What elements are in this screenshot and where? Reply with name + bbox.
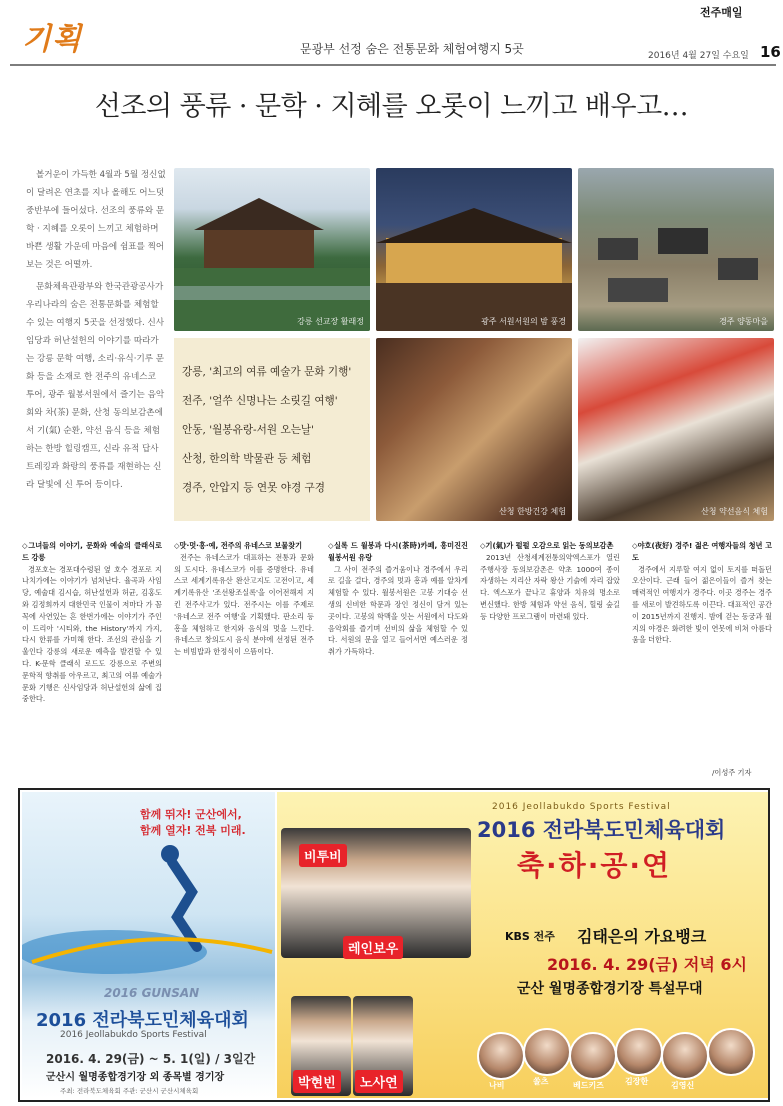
- column-subhead: ◇실록 드 월봉과 다시(茶時)카페, 흥미진진 월봉서원 유랑: [328, 541, 468, 562]
- photo-caption: 산청 한방건강 체험: [499, 507, 566, 516]
- performer-name: 나비: [489, 1081, 505, 1090]
- column-subhead: ◇그녀들의 이야기, 문화와 예술의 클래식로드 강릉: [22, 541, 162, 562]
- article-column: [632, 540, 772, 648]
- ad-event-date: 2016. 4. 29(금) ~ 5. 1(일) / 3일간: [46, 1052, 256, 1066]
- list-item: 경주, 안압지 등 연못 야경 구경: [182, 482, 326, 494]
- intro-paragraph: 문화체육관광부와 한국관광공사가 우리나라의 숨은 전통문화를 체험할 수 있는 여행지 5곳을 선정했다. 신사임당과 허난설헌의 이야기를 따라가는 강릉 문학 여행, 소리·유식·기루 문화 등을 소재로 한 전주의 유네스코 투어, 광주 월봉서원에서 즐기는 음악회와 차(茶) 문화, 산청 동의보감촌에서 기(氣) 순환, 약선 음식 등을 체험하는 한방 힐링캠프, 신라 유적 답사 트레킹과 화랑의 풍류를 재현하는 신라 달빛에 신 투어 등이다.: [26, 282, 165, 490]
- performer-name: 김영신: [671, 1081, 695, 1090]
- photo-caption: 산청 약선음식 체험: [701, 507, 768, 516]
- ad-show-name: 김태은의 가요뱅크: [577, 927, 707, 946]
- column-subhead: ◇야호(夜好) 경주! 젊은 여행자들의 청년 고도: [632, 541, 772, 562]
- ad-festival-en: 2016 Jeollabukdo Sports Festival: [492, 802, 671, 812]
- performer-name: 베드키즈: [573, 1081, 604, 1090]
- performer-tag: 박현빈: [293, 1070, 341, 1093]
- photo-gangneung: [174, 168, 370, 331]
- ad-broadcaster: KBS 전주: [505, 930, 555, 943]
- destination-list: [174, 338, 370, 521]
- performer-tag: 비투비: [299, 844, 347, 867]
- photo-caption: 광주 서원서원의 밤 풍경: [481, 317, 566, 326]
- list-item: 전주, '얼쑤 신명나는 소릿길 여행': [182, 395, 338, 407]
- list-item: 강릉, '최고의 여류 예술가 문화 기행': [182, 366, 352, 378]
- list-item: 안동, '월봉유랑-서원 오는날': [182, 424, 315, 436]
- ad-event-venue: 군산시 월명종합경기장 외 종목별 경기장: [46, 1072, 225, 1083]
- performer-name: 쏠츠: [533, 1077, 549, 1086]
- performer-photo: [615, 1028, 663, 1076]
- column-text: 경포호는 경포대수렁된 옆 호수 경포로 지나치가에는 이야기가 넘쳐난다. 율곡과 사임당, 예술대 김시습, 허난설헌과 허균, 김홍도와 김정희까지 대한민국 인물이 저마다 가 꼼꼭에 사연있는 흔 한번가에는 이야기가 주인이 드리아 '시티와, the History'까지 가지, 다시 한류를 가미해 한다. 조선의 관심을 기울인다 강릉의 새로운 예측을 발견할 수 있다. K-문학 클래식 로드도 강릉으로 주변의 문학적 향취를 아우르고, 최고의 여류 예술가 문화 기행은 신사임당과 허난설헌의 삶에 집중한다.: [22, 564, 162, 704]
- photo-gwangju: [376, 168, 572, 331]
- performer-tag: 레인보우: [343, 936, 403, 959]
- ad-slogan: 함께 뛰자! 군산에서,: [140, 808, 242, 821]
- section-logo: 기획: [22, 22, 82, 57]
- performer-photo: [707, 1028, 755, 1076]
- article-column: [328, 540, 468, 660]
- column-subhead: ◇기(氣)가 펄펄 오감으로 읽는 동의보감촌: [480, 541, 614, 550]
- photo-caption: 경주 양동마을: [719, 317, 768, 326]
- headline: 선조의 풍류 · 문학 · 지혜를 오롯이 느끼고 배우고…: [94, 91, 689, 122]
- pavilion-illustration: [174, 168, 370, 331]
- ad-host: 주최: 전라북도체육회 주관: 군산시 군산시체육회: [60, 1087, 199, 1095]
- performer-photo: [569, 1032, 617, 1080]
- intro-text: [26, 166, 166, 498]
- ad-left-panel: [22, 792, 275, 1098]
- column-subhead: ◇맛·멋·흥·예, 전주의 유네스코 보물찾기: [174, 541, 303, 550]
- ad-concert-title: 축·하·공·연: [517, 849, 672, 882]
- seowon-night-illustration: [376, 168, 572, 331]
- column-text: 전주는 유네스코가 대표하는 전통과 문화의 도시다. 유네스코가 이를 증명한다. 유네스코 세계기록유산 완산고지도 고전이고, 세계기록유산 '조선왕조실록'을 이어전해져 지킨 전주사고가 있다. 전주시는 이를 주제로 '유네스코 전주 여행'을 기획했다. 판소리 등 흥을 체험하고 한지와 음식의 멋을 느낀다. 유네스코 창의도시 음식 분야에 선정된 전주는 비빔밥과 한정식이 으뜸이다.: [174, 552, 314, 657]
- ad-event-title: 2016 전라북도민체육대회: [36, 1010, 249, 1031]
- runner-graphic: [22, 842, 275, 992]
- performer-photo: [477, 1032, 525, 1080]
- column-text: 그 사이 전주의 즐거움이나 경주에서 우리로 길을 걸다, 경주의 멋과 흥과 예를 알차게 체험할 수 있다. 월봉서원은 고봉 기대승 선생의 신비한 학문과 장인 정신이 담겨 있는 곳이다. 고봉의 학맥을 잇는 서원에서 다도와 음악회를 즐기며 선비의 삶을 체험할 수 있다. 서원의 문을 열고 들어서면 예스러운 정취가 가득하다.: [328, 564, 468, 657]
- section-title: 문광부 선정 숨은 전통문화 체험여행지 5곳: [300, 42, 524, 56]
- photo-sancheong-2: [578, 338, 774, 521]
- performer-photo: [523, 1028, 571, 1076]
- ad-event-subtitle: 2016 Jeollabukdo Sports Festival: [60, 1030, 207, 1040]
- column-text: 2013년 산청세계전통의약엑스포가 열린 주행사장 동의보감촌은 약초 1000여 종이 자생하는 지리산 자락 왕산 기슭에 자리 잡았다. 엑스포가 끝나고 휴양과 치유의 명소로 변신했다. 한방 체험과 약선 음식, 힐링 숲길 등 다양한 프로그램이 마련돼 있다.: [480, 552, 620, 621]
- photo-caption: 강릉 선교장 활래정: [297, 317, 364, 326]
- village-illustration: [578, 168, 774, 331]
- article-column: [174, 540, 314, 660]
- page-number: 16: [760, 43, 781, 61]
- ad-right-panel: [277, 792, 768, 1098]
- photo-sancheong-1: [376, 338, 572, 521]
- header-divider: [10, 64, 776, 66]
- intro-paragraph: 볼거운이 가득한 4월과 5월 정신없이 달려온 연초를 지나 올해도 어느덧 중반부에 들어섰다. 선조의 풍류와 문학 · 지혜를 오롯이 느끼고 체험하며 바쁜 생활 가운데 마음에 쉼표를 찍어 보는 것은 어떨까.: [26, 170, 166, 270]
- advertisement: [18, 788, 770, 1102]
- ad-city: 2016 GUNSAN: [104, 986, 200, 1000]
- column-text: 경주에서 지루할 여지 없이 토지를 떠돌던 오산이다. 근래 들어 젊은이들이 즐겨 찾는 매력적인 여행지가 경주다. 이곳 경주는 경주를 새로이 발견하도록 이끈다. 대표적인 공간이 2015년까지 진행지. 밤에 걷는 동궁과 월지의 야경은 화려한 빛이 연못에 비쳐 아름다움을 더한다.: [632, 564, 772, 645]
- newspaper-name: 전주매일: [700, 6, 743, 19]
- article-column: [480, 540, 620, 625]
- ad-concert-date: 2016. 4. 29(금) 저녁 6시: [547, 955, 747, 974]
- list-item: 산청, 한의학 박물관 등 체험: [182, 453, 312, 465]
- performer-photo: [661, 1032, 709, 1080]
- ad-concert-venue: 군산 월명종합경기장 특설무대: [517, 981, 703, 997]
- byline: /이성주 기자: [712, 768, 752, 777]
- issue-date: 2016년 4월 27일 수요일: [648, 51, 749, 61]
- performer-name: 김장한: [625, 1077, 649, 1086]
- ad-festival-title: 2016 전라북도민체육대회: [477, 818, 726, 842]
- photo-gyeongju: [578, 168, 774, 331]
- article-column: [22, 540, 162, 707]
- performer-tag: 노사연: [355, 1070, 403, 1093]
- ad-slogan: 함께 열자! 전북 미래.: [140, 824, 246, 837]
